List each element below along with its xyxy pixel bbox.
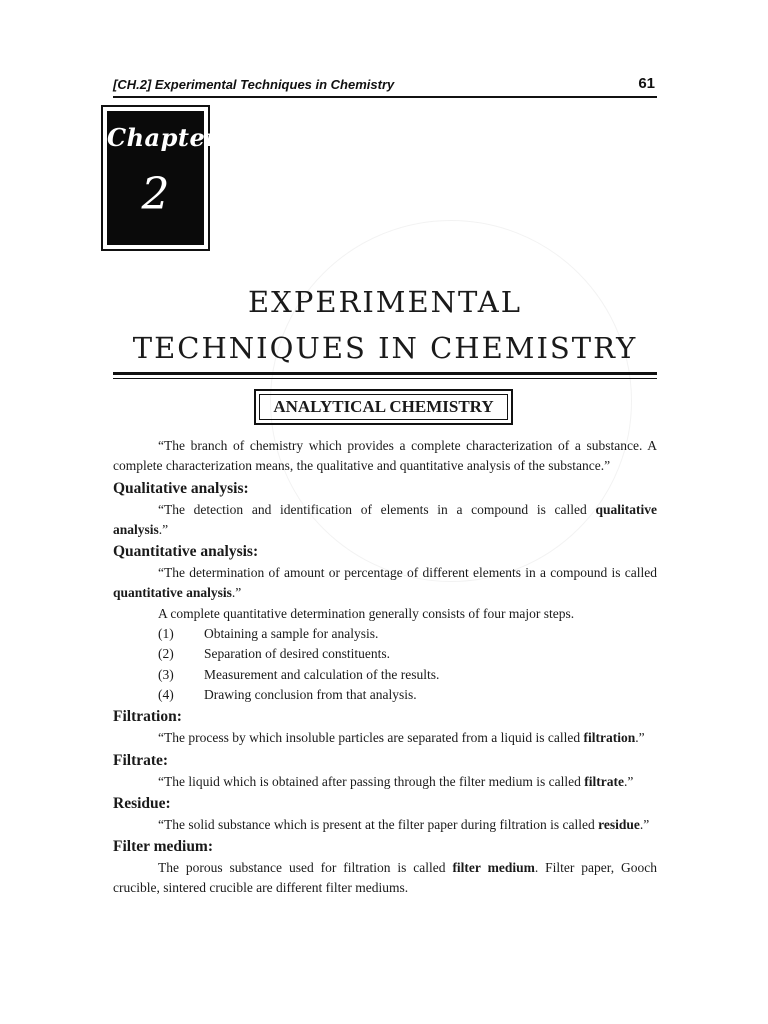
intro-paragraph: “The branch of chemistry which provides a complete characterization of a substance. A complete characterization means, the qualitative and quantitative analysis of the substance.”: [113, 438, 657, 474]
chapter-number: 2: [141, 169, 170, 220]
filtration-heading: Filtration:: [113, 708, 182, 726]
definition-end: .”: [639, 816, 650, 832]
step-number: (4): [158, 686, 174, 702]
definition-text: “The solid substance which is present at the filter paper during filtration is called: [158, 816, 599, 832]
header-title: [CH.2] Experimental Techniques in Chemistry: [113, 77, 395, 92]
definition-end: . Filter paper, Gooch crucible, sintered crucible are different filter mediums.: [113, 860, 657, 896]
steps-intro: A complete quantitative determination generally consists of four major steps.: [158, 605, 575, 621]
defined-term: filtrate: [584, 773, 624, 789]
title-rule-thin: [113, 378, 657, 379]
chapter-badge-fill: [107, 111, 219, 245]
title-rule-thick: [113, 372, 657, 375]
defined-term: qualitative analysis: [113, 501, 657, 537]
step-number: (1): [158, 626, 174, 642]
defined-term: filtration: [583, 730, 636, 746]
page-number: 61: [638, 75, 655, 92]
running-header: [113, 76, 657, 98]
chapter-title-line-2: TECHNIQUES IN CHEMISTRY: [132, 331, 638, 365]
filter-medium-definition: [113, 858, 657, 899]
quantitative-definition: [113, 563, 657, 604]
chapter-title-line-1: EXPERIMENTAL: [248, 285, 522, 319]
quantitative-heading: Quantitative analysis:: [113, 543, 259, 561]
section-heading: ANALYTICAL CHEMISTRY: [259, 394, 508, 420]
step-text: Measurement and calculation of the results.: [204, 666, 440, 682]
filtration-definition: [113, 728, 657, 748]
definition-end: .”: [231, 585, 242, 601]
qualitative-heading: Qualitative analysis:: [113, 479, 249, 497]
step-number: (3): [158, 666, 174, 682]
definition-text: “The determination of amount or percentage of different elements in a compound is called: [158, 565, 657, 581]
step-text: Separation of desired constituents.: [204, 646, 390, 662]
qualitative-definition: [113, 500, 657, 541]
filtrate-definition: [113, 772, 657, 792]
list-item: [113, 685, 657, 705]
defined-term: residue: [598, 816, 640, 832]
definition-text: The porous substance used for filtration is called: [158, 860, 453, 876]
filter-medium-heading: Filter medium:: [113, 838, 214, 856]
body-content: [113, 436, 657, 899]
defined-term: filter medium: [452, 860, 535, 876]
definition-end: .”: [624, 773, 634, 789]
residue-heading: Residue:: [113, 794, 171, 812]
definition-text: “The process by which insoluble particles are separated from a liquid is called: [158, 730, 584, 746]
definition-text: “The liquid which is obtained after passing through the filter medium is called: [158, 773, 585, 789]
section-heading-box: [254, 389, 513, 425]
list-item: [113, 644, 657, 664]
filtrate-heading: Filtrate:: [113, 751, 169, 769]
list-item: [113, 665, 657, 685]
chapter-badge: [101, 105, 219, 251]
step-number: (2): [158, 646, 174, 662]
step-text: Obtaining a sample for analysis.: [204, 626, 379, 642]
defined-term: quantitative analysis: [113, 585, 232, 601]
definition-text: “The detection and identification of elements in a compound is called: [158, 501, 596, 517]
definition-end: .”: [158, 521, 169, 537]
chapter-word: Chapter: [107, 123, 219, 152]
definition-end: .”: [635, 730, 645, 746]
list-item: [113, 624, 657, 644]
step-text: Drawing conclusion from that analysis.: [204, 686, 417, 702]
residue-definition: [113, 815, 657, 835]
